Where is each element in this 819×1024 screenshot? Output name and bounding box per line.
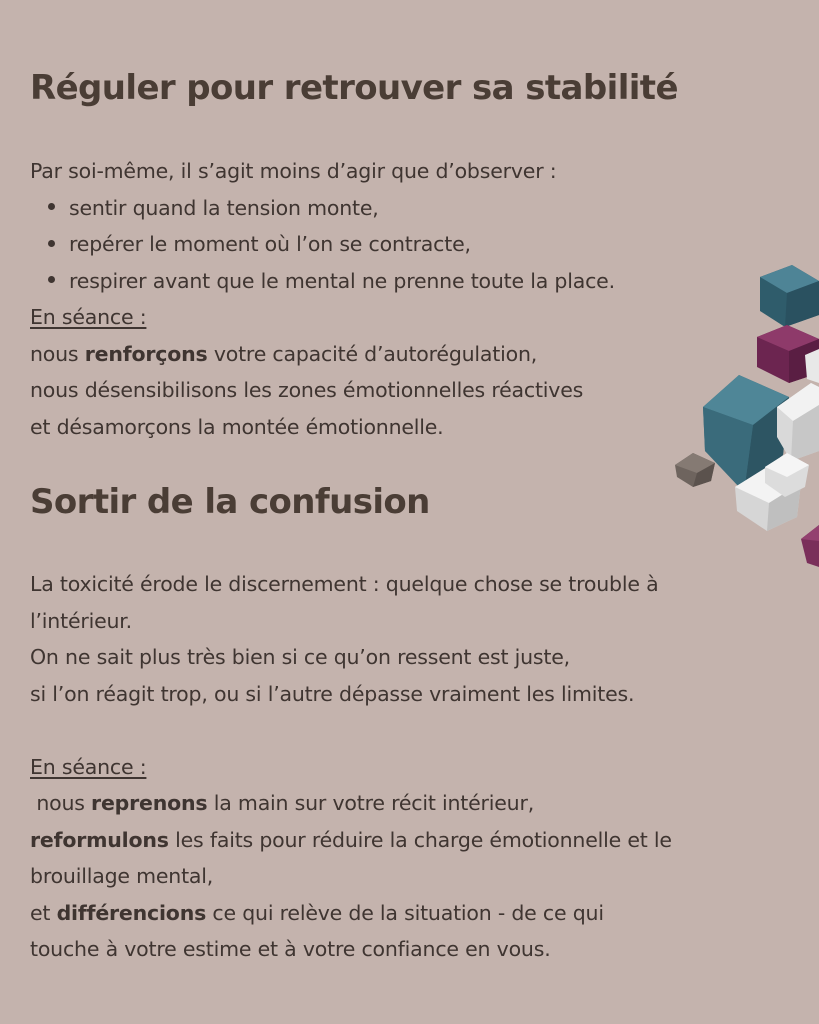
grey-cube <box>675 453 715 487</box>
section-title-regulate: Réguler pour retrouver sa stabilité <box>30 68 678 108</box>
regulate-line: nous renforçons votre capacité d’autorégulation, <box>30 341 538 366</box>
regulate-line: et désamorçons la montée émotionnelle. <box>30 414 444 439</box>
confusion-line: La toxicité érode le discernement : quelque chose se trouble à <box>30 572 659 596</box>
bullet-item: repérer le moment où l’on se contracte, <box>30 226 615 263</box>
regulate-line: nous désensibilisons les zones émotionnelles réactives <box>30 378 584 402</box>
bullet-dot-icon <box>48 276 55 283</box>
bullet-dot-icon <box>48 203 55 210</box>
section-title-confusion: Sortir de la confusion <box>30 482 430 522</box>
bullet-item: sentir quand la tension monte, <box>30 190 615 227</box>
confusion-line: On ne sait plus très bien si ce qu’on ressent est juste, <box>30 645 570 669</box>
plum-cube-bottom <box>801 525 819 567</box>
teal-cube-top <box>760 265 819 327</box>
seance-line: et différencions ce qui relève de la situation - de ce qui <box>30 900 604 925</box>
seance-line: nous reprenons la main sur votre récit intérieur, <box>30 791 535 815</box>
seance-line: brouillage mental, <box>30 864 214 888</box>
en-seance-label: En séance : <box>30 754 147 779</box>
spacer <box>30 712 672 749</box>
cubes-cluster-icon <box>665 255 819 575</box>
seance-line: touche à votre estime et à votre confiance en vous. <box>30 937 551 961</box>
section-confusion-body <box>30 566 672 968</box>
bullet-dot-icon <box>48 240 55 247</box>
en-seance-label: En séance : <box>30 305 147 329</box>
confusion-line: l’intérieur. <box>30 608 132 633</box>
seance-line: reformulons les faits pour réduire la charge émotionnelle et le <box>30 827 672 852</box>
section-regulate-body <box>30 153 615 445</box>
regulate-intro: Par soi-même, il s’agit moins d’agir que d’observer : <box>30 159 557 183</box>
confusion-line: si l’on réagit trop, ou si l’autre dépasse vraiment les limites. <box>30 681 635 706</box>
bullet-item: respirer avant que le mental ne prenne toute la place. <box>30 263 615 300</box>
